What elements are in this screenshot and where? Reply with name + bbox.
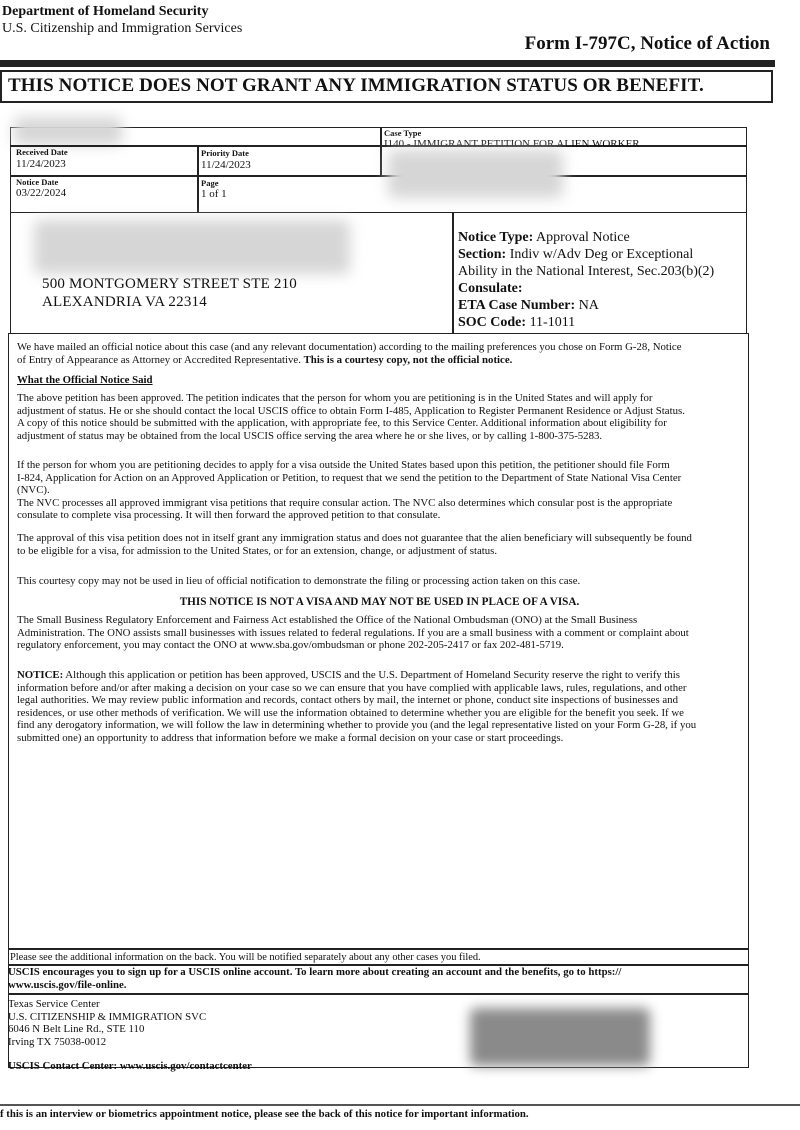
page-label: Page: [201, 178, 219, 188]
address-line-1: 500 MONTGOMERY STREET STE 210: [42, 276, 297, 292]
section-cont: Ability in the National Interest, Sec.203(b)(2): [458, 264, 715, 279]
paragraph-3: The approval of this visa petition does not in itself grant any immigration status and does not guarantee that the alien beneficiary will subsequently be found to be eligible for a visa, for admission to the United States, or for an extension, change, or adjustment of status.: [17, 532, 692, 557]
redacted-barcode: [470, 1008, 650, 1066]
form-title: Form I-797C, Notice of Action: [524, 33, 770, 54]
agency-header: [2, 3, 242, 37]
redacted-receipt-number: [14, 117, 122, 145]
consulate: Consulate:: [458, 281, 523, 296]
notice-type: Notice Type: Approval Notice: [458, 230, 630, 245]
case-type-label: Case Type: [384, 128, 422, 138]
divider: [8, 948, 749, 950]
paragraph-5: The Small Business Regulatory Enforcement and Fairness Act established the Office of the National Ombudsman (ONO) at the Small Business Administration. The ONO assists small businesses with issues related to federal regulations. If you are a small business with a comment or complaint about regulatory enforcement, you may contact the ONO at www.sba.gov/ombudsman or phone 202-205-2417 or fax 202-481-5719.: [17, 614, 689, 652]
bottom-cutoff-text: f this is an interview or biometrics appointment notice, please see the back of this notice for important information.: [0, 1108, 529, 1120]
received-date-label: Received Date: [16, 147, 68, 157]
agency-name: Department of Homeland Security: [2, 4, 209, 19]
additional-info-text: Please see the additional information on the back. You will be notified separately about any other cases you filed.: [10, 952, 481, 963]
notice-date-label: Notice Date: [16, 177, 59, 187]
paragraph-6: NOTICE: Although this application or petition has been approved, USCIS and the U.S. Department of Homeland Security reserve the right to verify this information before and/or after making a decision on your case so we can ensure that you have complied with applicable laws, rules, regulations, and other legal authorities. We may review public information and records, contact others by mail, the internet or phone, conduct site inspections of businesses and residences, or use other methods of verification. We will use the information obtained to determine whether you are eligible for the benefit you seek. If we find any derogatory information, we will follow the law in determining whether to provide you (and the legal representative listed on your Form G-28, if you submitted one) an opportunity to address that information before we make a formal decision on your case or start proceedings.: [17, 669, 697, 744]
page-value: 1 of 1: [201, 188, 227, 200]
address-line-2: ALEXANDRIA VA 22314: [42, 294, 207, 310]
redacted-petitioner-name: [34, 220, 350, 274]
priority-date-label: Priority Date: [201, 148, 249, 158]
paragraph-2: If the person for whom you are petitioning decides to apply for a visa outside the United States based upon this petition, the petitioner should file Form I-824, Application for Action on an Approved Application or Petition, to request that we send the petition to the Department of State National Visa Center (NVC). The NVC processes all approved immigrant visa petitions that require consular action. The NVC also determines which consular post is the appropriate consulate to complete visa processing. It will then forward the approved petition to that consulate.: [17, 459, 682, 522]
redacted-beneficiary: [388, 150, 563, 198]
contact-center-text: USCIS Contact Center: www.uscis.gov/contactcenter: [8, 1060, 252, 1072]
section: Section: Indiv w/Adv Deg or Exceptional: [458, 247, 694, 262]
divider: [10, 175, 747, 177]
header-rule: [0, 60, 775, 67]
visa-warning: THIS NOTICE IS NOT A VISA AND MAY NOT BE USED IN PLACE OF A VISA.: [179, 596, 580, 608]
soc-code: SOC Code: 11-1011: [458, 315, 576, 330]
divider: [380, 127, 382, 145]
received-date-value: 11/24/2023: [16, 158, 66, 170]
online-account-text: USCIS encourages you to sign up for a USCIS online account. To learn more about creating an account and the benefits, go to https:// www.uscis.gov/file-online.: [8, 966, 622, 991]
eta-case-number: ETA Case Number: NA: [458, 298, 599, 313]
service-center-address: Texas Service Center U.S. CITIZENSHIP & IMMIGRATION SVC 6046 N Belt Line Rd., STE 110 Irving TX 75038-0012: [8, 998, 207, 1048]
paragraph-1: The above petition has been approved. The petition indicates that the person for whom you are petitioning is in the United States and will apply for adjustment of status. He or she should contact the local USCIS office to obtain Form I-485, Application to Register Permanent Residence or Adjust Status. A copy of this notice should be submitted with the application, with appropriate fee, to this Service Center. Additional information about eligibility for adjustment of status may be obtained from the local USCIS office serving the area where he or she lives, or by calling 1-800-375-5283.: [17, 392, 685, 442]
divider: [0, 1104, 800, 1106]
divider: [380, 145, 382, 175]
intro-text: We have mailed an official notice about this case (and any relevant documentation) according to the mailing preferences you chose on Form G-28, Notice of Entry of Appearance as Attorney or Accredited Representative. This is a courtesy copy, not the official notice.: [17, 341, 682, 366]
status-banner: THIS NOTICE DOES NOT GRANT ANY IMMIGRATION STATUS OR BENEFIT.: [8, 75, 704, 96]
paragraph-4: This courtesy copy may not be used in lieu of official notification to demonstrate the filing or processing action taken on this case.: [17, 575, 581, 587]
divider: [8, 993, 749, 995]
divider: [452, 212, 454, 334]
section-heading: What the Official Notice Said: [17, 374, 153, 386]
priority-date-value: 11/24/2023: [201, 159, 251, 171]
agency-subname: U.S. Citizenship and Immigration Services: [2, 21, 243, 36]
case-type-value: I140 - IMMIGRANT PETITION FOR ALIEN WORKER: [384, 138, 640, 150]
divider: [197, 145, 199, 213]
notice-date-value: 03/22/2024: [16, 187, 67, 199]
